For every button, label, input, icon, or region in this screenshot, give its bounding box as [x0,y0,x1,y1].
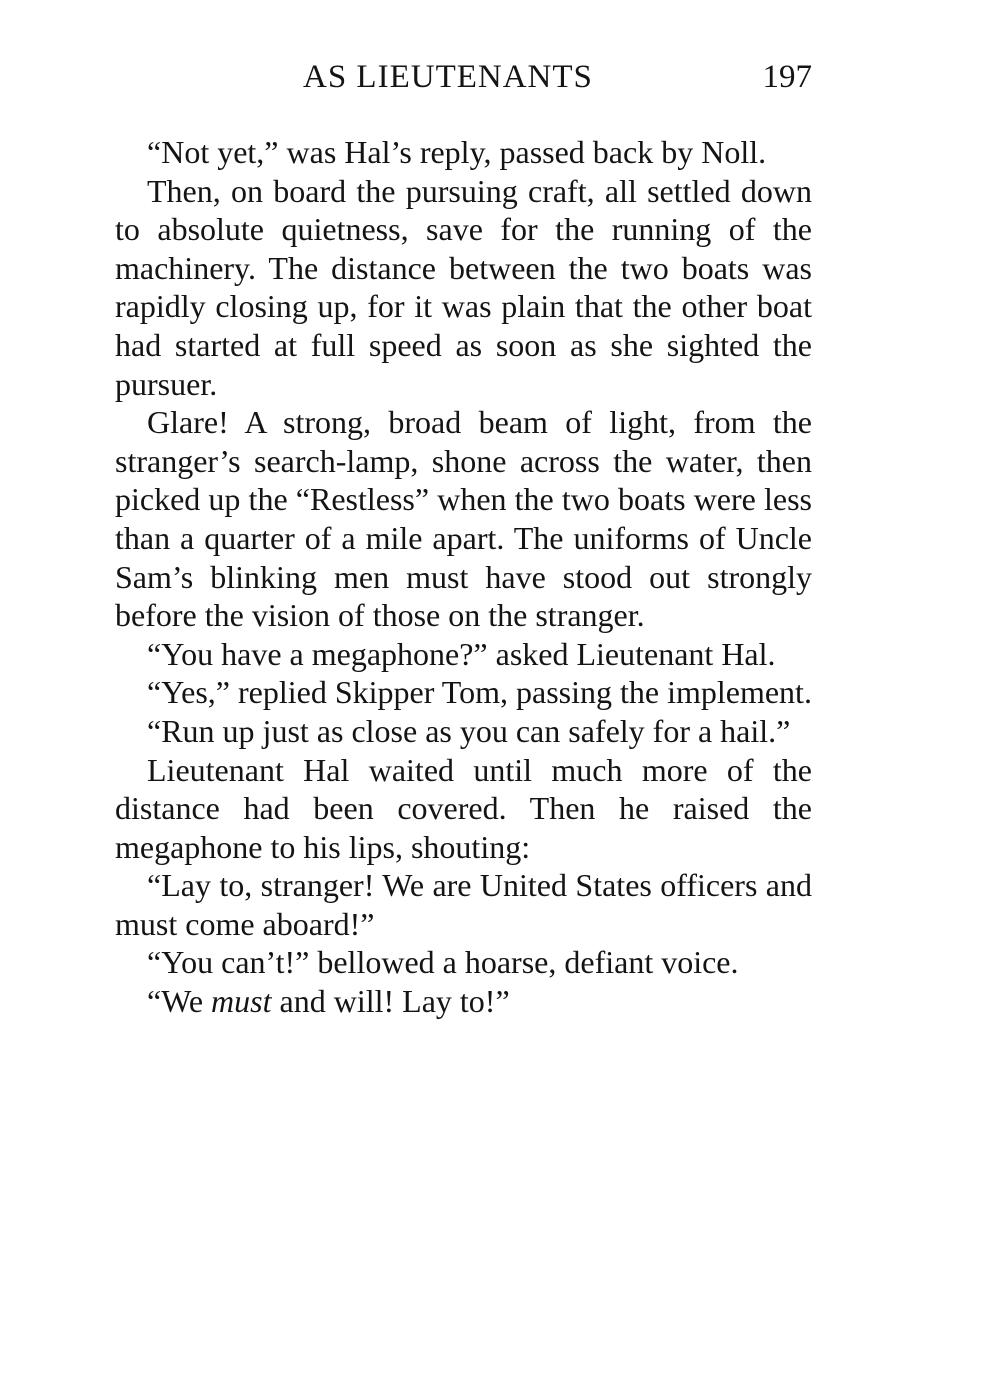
paragraph-10 [115,982,812,1021]
paragraph-1: “Not yet,” was Hal’s reply, passed back by Noll. [147,134,767,170]
paragraph-10-end: and will! Lay to!” [271,983,510,1020]
paragraph-6: “Run up just as close as you can safely for a hail.” [147,712,791,749]
paragraph-8: “Lay to, stranger! We are United States officers and must come aboard!” [115,867,812,942]
paragraph-2: Then, on board the pursuing craft, all settled down to absolute quietness, save for the running of the machinery. The distance between the two boats was rapidly closing up, for it was plain that the other boat had started at full speed as soon as she sighted the pursuer. [115,172,812,402]
paragraph-7: Lieutenant Hal waited until much more of the distance had been covered. Then he raised the megaphone to his lips, shouting: [115,751,812,865]
paragraph-4: “You have a megaphone?” asked Lieutenant Hal. [147,635,776,672]
paragraph-10-start: “We [147,983,212,1020]
paragraph-5: “Yes,” replied Skipper Tom, passing the implement. [147,674,812,711]
body-text [115,133,812,1021]
paragraph-3: Glare! A strong, broad beam of light, from the stranger’s search-lamp, shone across the water, then picked up the “Restless” when the two boats were less than a quarter of a mile apart. The uniforms of Uncle Sam’s blinking men must have stood out strongly before the vision of those on the stranger. [115,404,812,634]
running-header [115,55,812,99]
running-title: AS LIEUTENANTS [303,59,593,95]
emphasized-word: must [211,983,272,1020]
paragraph-9: “You can’t!” bellowed a hoarse, defiant voice. [147,944,739,981]
page-number: 197 [762,59,812,95]
